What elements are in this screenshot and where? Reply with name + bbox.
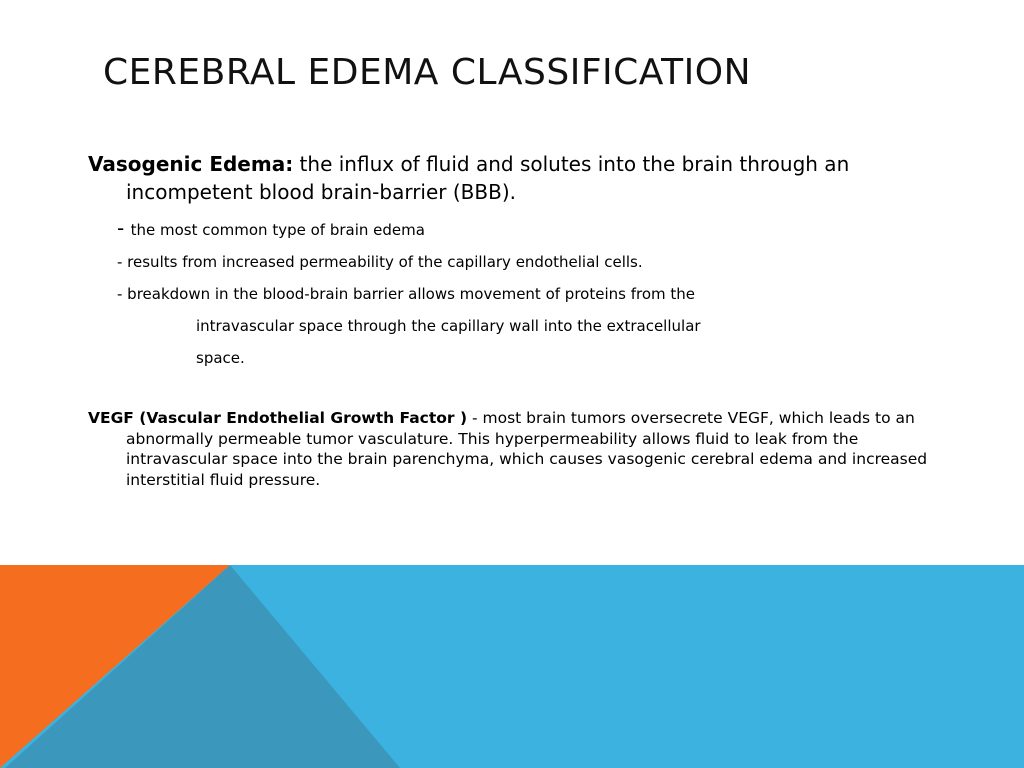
bullet-bbb-breakdown: - breakdown in the blood-brain barrier allows movement of proteins from the [117, 285, 695, 303]
vasogenic-edema-term: Vasogenic Edema: [88, 152, 294, 176]
slide-body [88, 150, 928, 490]
vasogenic-edema-paragraph [88, 150, 928, 206]
bullet-most-common [88, 212, 928, 246]
bullet-bbb-breakdown-cont2: space. [196, 349, 245, 367]
bullet-bbb-breakdown-cont1: intravascular space through the capillary wall into the extracellular [196, 317, 701, 335]
vegf-text: - most brain tumors oversecrete VEGF, which leads to an abnormally permeable tumor vasculature. This hyperpermeability allows fluid to leak from the intravascular space into the brain parenchyma, which causes vasogenic cerebral edema and increased interstitial fluid pressure. [126, 409, 928, 489]
vegf-term: VEGF (Vascular Endothelial Growth Factor ) [88, 409, 468, 427]
bullet-permeability: - results from increased permeability of the capillary endothelial cells. [117, 253, 643, 271]
vegf-paragraph [88, 408, 928, 490]
bullet-dash: - [117, 216, 131, 240]
bullet-most-common-text: the most common type of brain edema [130, 221, 425, 239]
slide-title: CEREBRAL EDEMA CLASSIFICATION [103, 52, 751, 93]
vasogenic-edema-definition: the influx of fluid and solutes into the brain through an incompetent blood brain-barrier (BBB). [126, 152, 850, 204]
